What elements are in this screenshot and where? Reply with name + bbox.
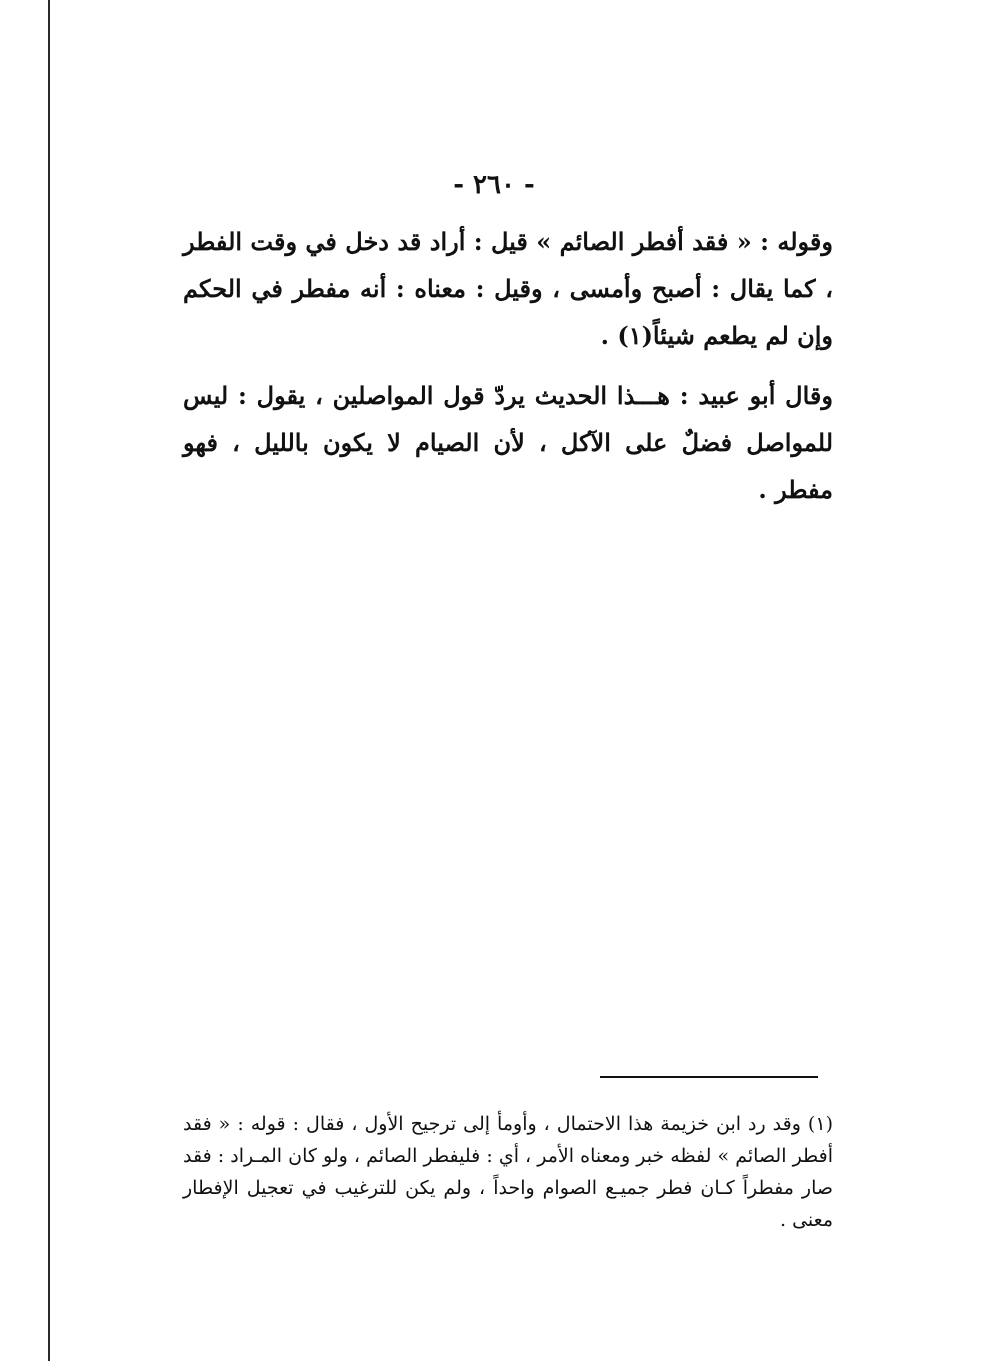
page-number: - ٢٦٠ - (453, 170, 535, 200)
page-binding-edge (48, 0, 50, 1361)
body-paragraph-2: وقال أبو عبيد : هـــذا الحديث يردّ قول المواصلين ، يقول : ليس للمواصل فضلٌ على الآكل ، لأن الصيام لا يكون بالليل ، فهو مفطر . (183, 381, 834, 504)
footnote-separator (600, 1076, 818, 1078)
footnote: (١) وقد رد ابن خزيمة هذا الاحتمال ، وأومأ إلى ترجيح الأول ، فقال : قوله : « فقد أفطر الصائم » لفظه خبر ومعناه الأمر ، أي : فليفطر الصائم ، ولو كان المـراد : فقد صار مفطراً كـان فطر جميـع الصوام واحداً ، ولم يكن للترغيب في تعجيل الإفطار معنى . (183, 1113, 833, 1231)
body-paragraph-1: وقوله : « فقد أفطر الصائم » قيل : أراد قد دخل في وقت الفطر ، كما يقال : أصبح وأمسى ، وقيل : معناه : أنه مفطر في الحكم وإن لم يطعم شيئاً(١) . (183, 227, 833, 350)
